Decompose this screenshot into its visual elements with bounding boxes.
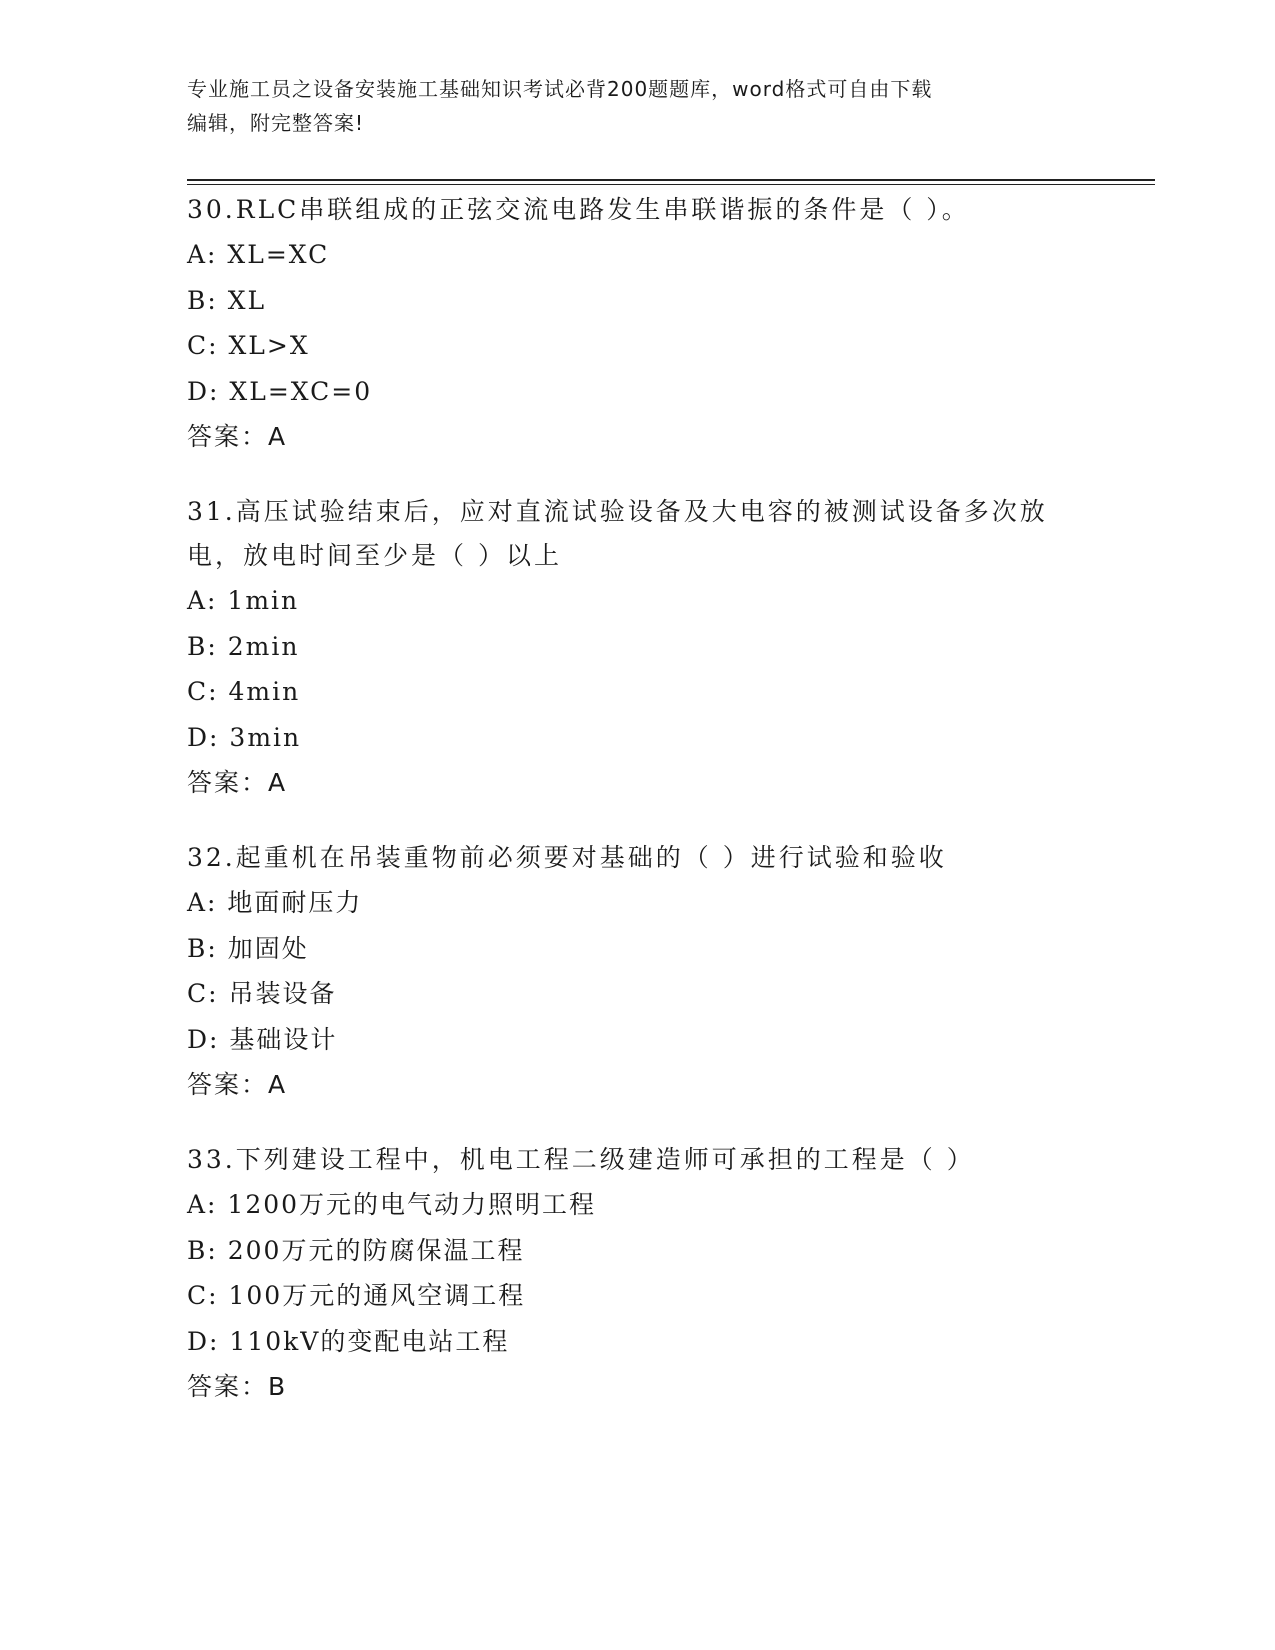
question-33 bbox=[187, 1138, 1087, 1410]
header-divider-thick bbox=[187, 179, 1155, 181]
document-header bbox=[187, 72, 1087, 140]
question-stem: 33.下列建设工程中，机电工程二级建造师可承担的工程是（ ） bbox=[187, 1145, 975, 1174]
option-c: C: XL>X bbox=[187, 331, 310, 360]
option-d: D: 110kV的变配电站工程 bbox=[187, 1326, 510, 1356]
option-b: B: XL bbox=[187, 285, 267, 315]
option-d: D: 基础设计 bbox=[187, 1024, 338, 1054]
question-stem-continued: 电，放电时间至少是（ ）以上 bbox=[187, 541, 562, 570]
question-stem: 32.起重机在吊装重物前必须要对基础的（ ）进行试验和验收 bbox=[187, 843, 947, 872]
option-c: C: 100万元的通风空调工程 bbox=[187, 1281, 526, 1310]
answer-line: 答案：A bbox=[187, 422, 288, 451]
option-a: A: 1min bbox=[187, 586, 300, 615]
question-30 bbox=[187, 188, 1087, 460]
header-line-1: 专业施工员之设备安装施工基础知识考试必背200题题库，word格式可自由下载 bbox=[187, 77, 933, 101]
question-list bbox=[187, 188, 1087, 1440]
option-c: C: 吊装设备 bbox=[187, 979, 337, 1008]
question-31 bbox=[187, 490, 1087, 806]
option-d: D: XL=XC=0 bbox=[187, 376, 373, 406]
header-divider-thin bbox=[187, 184, 1155, 185]
option-c: C: 4min bbox=[187, 677, 301, 706]
answer-line: 答案：A bbox=[187, 768, 288, 797]
option-d: D: 3min bbox=[187, 722, 302, 752]
option-a: A: XL=XC bbox=[187, 240, 330, 269]
option-a: A: 地面耐压力 bbox=[187, 888, 363, 917]
question-stem: 31.高压试验结束后，应对直流试验设备及大电容的被测试设备多次放 bbox=[187, 497, 1048, 526]
answer-line: 答案：B bbox=[187, 1372, 288, 1401]
question-stem: 30.RLC串联组成的正弦交流电路发生串联谐振的条件是（ ）。 bbox=[187, 195, 970, 224]
option-b: B: 2min bbox=[187, 631, 300, 661]
header-line-2: 编辑，附完整答案! bbox=[187, 111, 365, 135]
option-b: B: 加固处 bbox=[187, 933, 309, 963]
option-b: B: 200万元的防腐保温工程 bbox=[187, 1235, 525, 1265]
option-a: A: 1200万元的电气动力照明工程 bbox=[187, 1190, 597, 1219]
question-32 bbox=[187, 836, 1087, 1108]
answer-line: 答案：A bbox=[187, 1070, 288, 1099]
